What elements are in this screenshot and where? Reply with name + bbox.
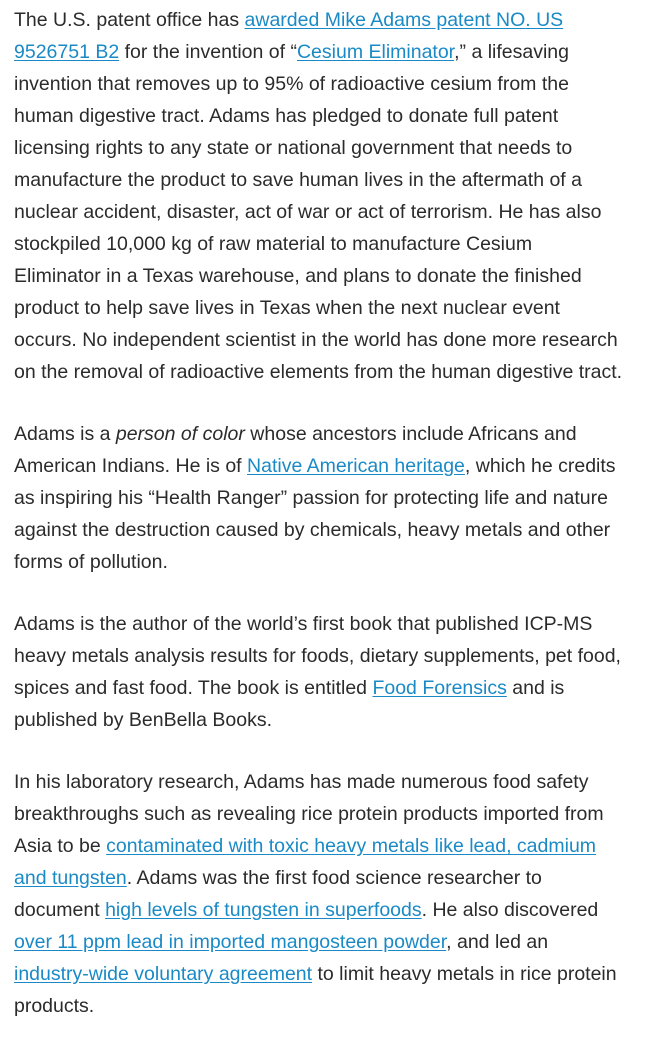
patent-link[interactable]: awarded Mike Adams patent NO. US 9526751 B2 xyxy=(14,9,564,63)
emphasis-text: person of color xyxy=(115,423,245,445)
paragraph-text: and is published by BenBella Books. xyxy=(14,677,565,731)
paragraph-heritage xyxy=(14,418,624,578)
cesium-eliminator-link[interactable]: Cesium Eliminator xyxy=(296,41,455,63)
paragraph-text: In his laboratory research, Adams has made numerous food safety breakthroughs such as revealing rice protein products imported from Asia to be xyxy=(14,771,604,857)
native-american-heritage-link[interactable]: Native American heritage xyxy=(247,455,465,477)
paragraph-text: . Adams was the first food science researcher to document xyxy=(14,867,542,921)
paragraph-research xyxy=(14,766,624,1022)
paragraph-text: for the invention of “ xyxy=(119,41,297,63)
paragraph-text: . He also discovered xyxy=(421,899,599,921)
paragraph-text: ,” a lifesaving invention that removes up to 95% of radioactive cesium from the human digestive tract. Adams has pledged to donate full patent licensing rights to any state or national government that needs to manufacture the product to save human lives in the aftermath of a nuclear accident, disaster, act of war or act of terrorism. He has also stockpiled 10,000 kg of raw material to manufacture Cesium Eliminator in a Texas warehouse, and plans to donate the finished product to help save lives in Texas when the next nuclear event occurs. No independent scientist in the world has done more research on the removal of radioactive elements from the human digestive tract. xyxy=(14,41,623,383)
paragraph-text: Adams is the author of the world’s first book that published ICP-MS heavy metals analysis results for foods, dietary supplements, pet food, spices and fast food. The book is entitled xyxy=(14,613,621,699)
paragraph-text: , which he credits as inspiring his “Health Ranger” passion for protecting life and nature against the destruction caused by chemicals, heavy metals and other forms of pollution. xyxy=(14,455,616,573)
paragraph-text: whose ancestors include Africans and American Indians. He is of xyxy=(14,423,577,477)
paragraph-text: to limit heavy metals in rice protein products. xyxy=(14,963,617,1017)
paragraph-book xyxy=(14,608,624,736)
mangosteen-lead-link[interactable]: over 11 ppm lead in imported mangosteen powder xyxy=(14,931,447,953)
voluntary-agreement-link[interactable]: industry-wide voluntary agreement xyxy=(14,963,313,985)
food-forensics-link[interactable]: Food Forensics xyxy=(372,677,507,699)
tungsten-superfoods-link[interactable]: high levels of tungsten in superfoods xyxy=(105,899,422,921)
paragraph-text: The U.S. patent office has xyxy=(14,9,245,31)
paragraph-text: , and led an xyxy=(446,931,549,953)
paragraph-text: Adams is a xyxy=(14,423,116,445)
heavy-metals-link[interactable]: contaminated with toxic heavy metals like lead, cadmium and tungsten xyxy=(14,835,597,889)
paragraph-patent xyxy=(14,4,624,388)
